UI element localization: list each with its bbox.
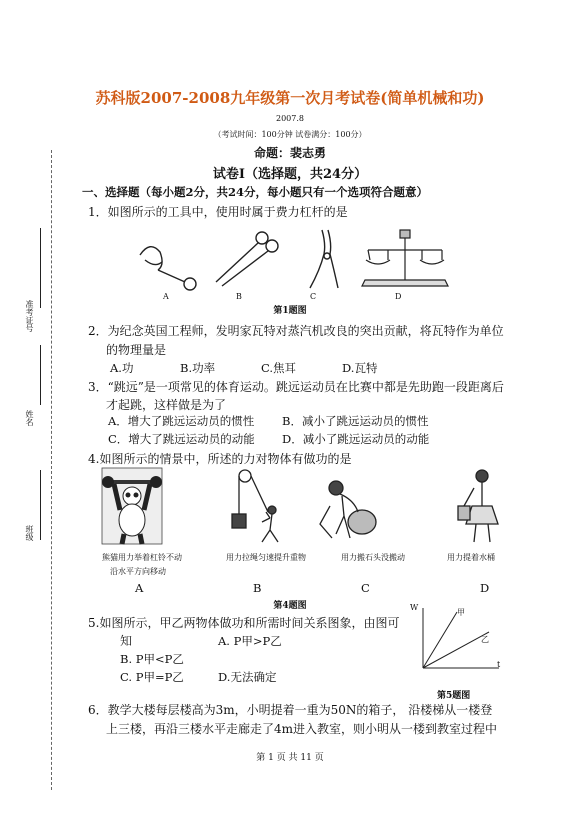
- question-2-text: 2．为纪念英国工程师，发明家瓦特对蒸汽机改良的突出贡献，将瓦特作为单位: [88, 324, 504, 338]
- q4-caption-d: 用力提着水桶: [447, 553, 495, 562]
- question-6-text: 6．教学大楼每层楼高为3m，小明提着一重为50N的箱子， 沿楼梯从一楼登: [88, 703, 493, 717]
- q4-caption-c: 用力搬石头没搬动: [341, 553, 405, 562]
- q1-label-c: C: [310, 292, 317, 301]
- carrying-bucket-icon: [458, 470, 498, 542]
- section-heading: 一、选择题（每小题2分，共24分，每小题只有一个选项符合题意）: [82, 185, 429, 199]
- q3-option-a[interactable]: A．增大了跳远运动员的惯性: [108, 414, 255, 428]
- q3-option-b[interactable]: B．减小了跳远运动员的惯性: [282, 414, 429, 428]
- exam-info: （考试时间：100分钟 试卷满分：100分）: [213, 130, 367, 139]
- side-fill-line-2: [40, 345, 41, 405]
- q5-option-b[interactable]: B. P甲<P乙: [120, 652, 184, 666]
- q1-tools-figure: [130, 220, 460, 315]
- rope-pulley-icon: [232, 470, 278, 542]
- side-label-name: 姓名: [25, 410, 34, 426]
- q1-caption: 第1题图: [273, 306, 307, 316]
- question-5-text: 5.如图所示，甲乙两物体做功和所需时间关系图象，由图可: [88, 616, 400, 630]
- exam-date: 2007.8: [276, 114, 304, 123]
- q1-label-b: B: [236, 292, 242, 301]
- q5-option-a[interactable]: A. P甲>P乙: [218, 634, 282, 648]
- q2-option-a[interactable]: A.功: [110, 361, 134, 375]
- balance-scale-icon: [362, 230, 448, 286]
- bottle-opener-icon: [140, 247, 196, 290]
- q3-option-d[interactable]: D．减小了跳远运动员的动能: [282, 432, 430, 446]
- q4-scenes-figure: [100, 466, 520, 548]
- q4-label-b: B: [253, 581, 262, 595]
- q4-label-c: C: [361, 581, 370, 595]
- scissors-icon: [216, 232, 278, 286]
- panda-barbell-icon: [102, 468, 162, 544]
- q4-caption-a: 熊猫用力举着杠铃不动: [102, 553, 182, 562]
- q5-graph-yi-label: 乙: [481, 635, 489, 644]
- side-fill-line-1: [40, 228, 41, 308]
- q2-option-b[interactable]: B.功率: [180, 361, 216, 375]
- pliers-icon: [310, 230, 338, 288]
- question-2-text-cont: 的物理量是: [106, 343, 167, 357]
- question-4-text: 4.如图所示的情景中，所述的力对物体有做功的是: [88, 452, 352, 466]
- page-footer: 第 1 页 共 11 页: [256, 753, 324, 763]
- q4-caption-a-2: 沿水平方向移动: [110, 567, 166, 576]
- question-1-text: 1．如图所示的工具中，使用时属于费力杠杆的是: [88, 205, 348, 219]
- exam-title: 苏科版2007-2008九年级第一次月考试卷(简单机械和功): [95, 89, 485, 107]
- q4-caption: 第4题图: [273, 601, 307, 611]
- pushing-stone-icon: [320, 481, 376, 538]
- q1-label-d: D: [395, 292, 402, 301]
- q2-option-c[interactable]: C.焦耳: [261, 361, 297, 375]
- q5-option-d[interactable]: D.无法确定: [218, 670, 277, 684]
- binding-line: [51, 150, 52, 790]
- q5-option-c[interactable]: C. P甲=P乙: [120, 670, 184, 684]
- question-5-text-cont: 知: [120, 634, 133, 648]
- q5-graph-t-label: t: [497, 660, 501, 669]
- q2-option-d[interactable]: D.瓦特: [342, 361, 378, 375]
- paper-section: 试卷Ⅰ（选择题，共24分）: [212, 167, 368, 182]
- q4-caption-b: 用力拉绳匀速提升重物: [226, 553, 306, 562]
- side-label-exam-number: 准考证号: [25, 300, 34, 332]
- side-label-class: 班级: [25, 525, 34, 541]
- q4-label-a: A: [135, 581, 144, 595]
- side-fill-line-3: [40, 470, 41, 540]
- question-6-text-cont: 上三楼，再沿三楼水平走廊走了4m进入教室，则小明从一楼到教室过程中: [106, 722, 498, 736]
- exam-author: 命题：裴志勇: [253, 146, 326, 160]
- q1-label-a: A: [163, 292, 169, 301]
- q5-graph-w-label: W: [410, 603, 419, 612]
- q3-option-c[interactable]: C．增大了跳远运动员的动能: [108, 432, 255, 446]
- question-3-text-cont: 才起跳，这样做是为了: [106, 398, 227, 412]
- q5-caption: 第5题图: [437, 691, 471, 701]
- q4-label-d: D: [480, 581, 490, 595]
- question-3-text: 3．“跳远”是一项常见的体育运动。跳远运动员在比赛中都是先助跑一段距离后: [88, 380, 504, 394]
- q5-graph-jia-label: 甲: [457, 608, 465, 617]
